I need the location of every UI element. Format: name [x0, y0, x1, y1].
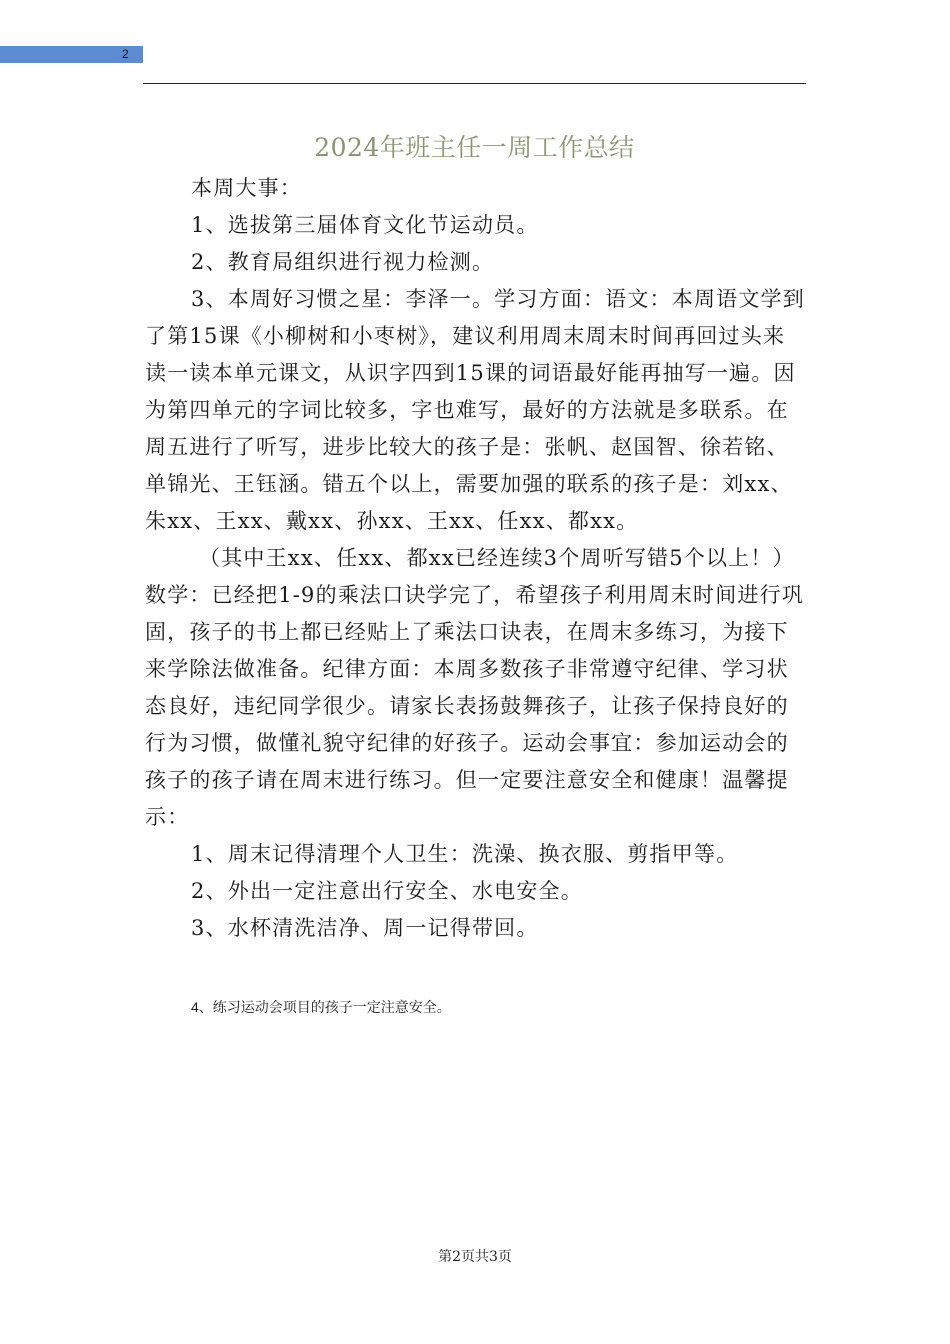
- paragraph-event-1: 1、选拔第三届体育文化节运动员。: [191, 213, 539, 237]
- paragraph-tip-2: 2、外出一定注意出行安全、水电安全。: [191, 879, 583, 903]
- page-number-label: 2: [122, 47, 129, 61]
- paragraph-event-3: 3、本周好习惯之星：李泽一。学习方面：语文：本周语文学到了第15课《小柳树和小枣树》，建议利用周末周末时间再回过头来读一读本单元课文，从识字四到15课的词语最好能再抽写一遍。因为第四单元的字词比较多，字也难写，最好的方法就是多联系。在周五进行了听写，进步比较大的孩子是：张帆、赵国智、徐若铭、单锦光、王钰涵。错五个以上，需要加强的联系的孩子是：刘xx、朱xx、王xx、戴xx、孙xx、王xx、任xx、都xx。: [145, 287, 805, 533]
- paragraph-event-2: 2、教育局组织进行视力检测。: [191, 250, 495, 274]
- document-body: [145, 170, 807, 947]
- header-divider: [143, 83, 806, 84]
- paragraph-weekly-events: 本周大事：: [191, 176, 302, 200]
- paragraph-tip-4: 4、练习运动会项目的孩子一定注意安全。: [191, 999, 451, 1015]
- page-footer: 第2页共3页: [438, 1249, 512, 1265]
- document-title: 2024年班主任一周工作总结: [314, 133, 635, 162]
- paragraph-tip-3: 3、水杯清洗洁净、周一记得带回。: [191, 916, 539, 940]
- paragraph-math-discipline: （其中王xx、任xx、都xx已经连续3个周听写错5个以上！）数学：已经把1-9的乘法口诀学完了，希望孩子利用周末时间进行巩固，孩子的书上都已经贴上了乘法口诀表，在周末多练习，为接下来学除法做准备。纪律方面：本周多数孩子非常遵守纪律、学习状态良好，违纪同学很少。请家长表扬鼓舞孩子，让孩子保持良好的行为习惯，做懂礼貌守纪律的好孩子。运动会事宜：参加运动会的孩子的孩子请在周末进行练习。但一定要注意安全和健康！温馨提示：: [145, 546, 805, 829]
- paragraph-tip-1: 1、周末记得清理个人卫生：洗澡、换衣服、剪指甲等。: [191, 842, 739, 866]
